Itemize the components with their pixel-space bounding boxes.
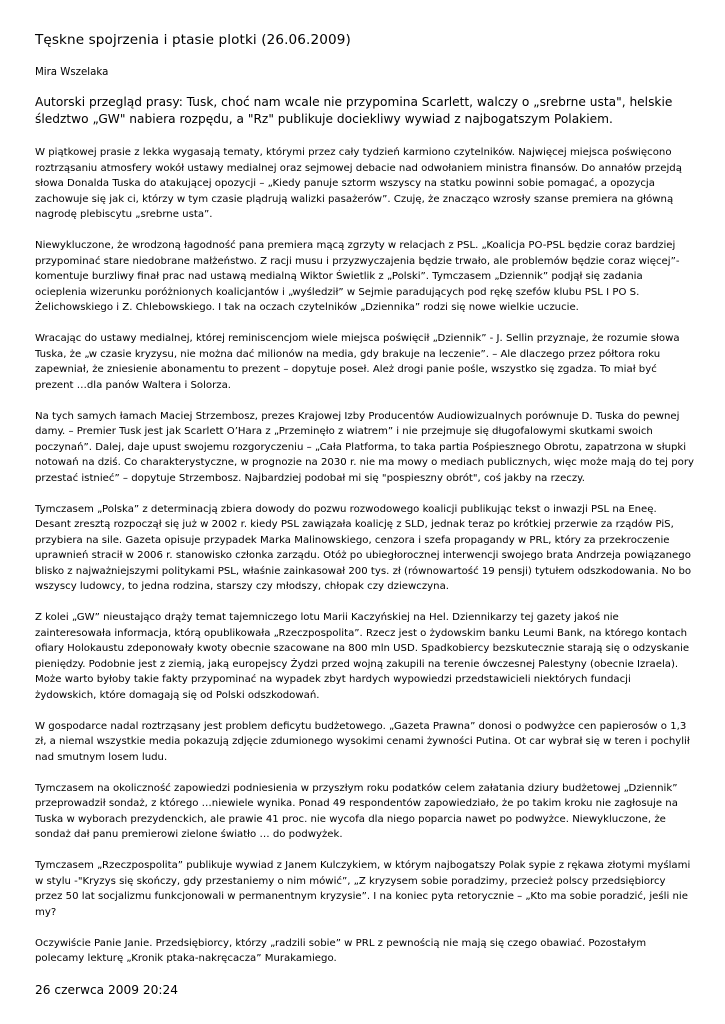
article-paragraph: Z kolei „GW” nieustająco drąży temat tajemniczego lotu Marii Kaczyńskiej na Hel. Dziennikarzy tej gazety jakoś nie zainteresowała informacja, którą opublikowała „Rzeczpospolita”. Rzecz jest o żydowskim banku Leumi Bank, na którego kontach ofiary Holokaustu zdeponowały kwoty obecnie szacowane na 800 mln USD. Spadkobiercy bezskutecznie starają się o odzyskanie pieniędzy. Podobnie jest z ziemią, jaką europejscy Żydzi przed wojną zakupili na terenie ówczesnej Palestyny (obecnie Izraela). Może warto byłoby takie fakty przypominać na wypadek zbyt hardych wypowiedzi przedstawicieli niektórych fundacji żydowskich, które domagają się od Polski odszkodowań.: [35, 612, 690, 701]
article-paragraph: Tymczasem „Rzeczpospolita” publikuje wywiad z Janem Kulczykiem, w którym najbogatszy Polak sypie z rękawa złotymi myślami w stylu -"Kryzys się skończy, gdy przestaniemy o nim mówić”, „Z kryzysem sobie poradzimy, przecież polscy przedsiębiorcy przez 50 lat socjalizmu funkcjonowali w permanentnym kryzysie”. I na koniec pyta retorycznie – „Kto ma sobie poradzić, jeśli nie my?: [35, 860, 691, 918]
article-paragraph: Tymczasem „Polska” z determinacją zbiera dowody do pozwu rozwodowego koalicji publikując tekst o inwazji PSL na Eneę. Desant zresztą rozpoczął się już w 2002 r. kiedy PSL zawiązała koalicję z SLD, jednak teraz po krótkiej przerwie za rządów PiS, przybiera na sile. Gazeta opisuje przypadek Marka Malinowskiego, cenzora i szefa propagandy w PRL, który za przekroczenie uprawnień stracił w 2006 r. stanowisko członka zarządu. Otóż po ubiegłorocznej interwencji swojego brata Andrzeja powiązanego blisko z najważniejszymi politykami PSL, właśnie zainkasował 200 tys. zł (równowartość 19 pensji) tytułem odszkodowania. No bo wszyscy ludowcy, to jedna rodzina, starszy czy młodszy, chłopak czy dziewczyna.: [35, 503, 692, 592]
article-paragraph: Na tych samych łamach Maciej Strzembosz, prezes Krajowej Izby Producentów Audiowizualnych porównuje D. Tuska do pewnej damy. – Premier Tusk jest jak Scarlett O’Hara z „Przeminęło z wiatrem” i nie przejmuje się długofalowymi skutkami swoich poczynań”. Dalej, daje upust swojemu rozgoryczeniu – „Cała Platforma, to taka partia Pośpiesznego Obrotu, zapatrzona w słupki notowań na dziś. Co charakterystyczne, w prognozie na 2030 r. nie ma mowy o mediach publicznych, więc może mają do tej pory przestać istnieć” – dopytuje Strzembosz. Najbardziej podobał mi się "pospieszny obrót", coś jakby na rzeczy.: [35, 410, 694, 484]
article-date: 26 czerwca 2009 20:24: [35, 983, 179, 997]
article-paragraph: Wracając do ustawy medialnej, której reminiscencjom wiele miejsca poświęcił „Dziennik” - J. Sellin przyznaje, że rozumie słowa Tuska, że „w czasie kryzysu, nie można dać milionów na media, gdy brakuje na leczenie”. – Ale dlaczego przez półtora roku zapewniał, że zniesienie abonamentu to prezent – dopytuje poseł. Ależ drogi panie pośle, wszystko się zgadza. To miał być prezent …dla panów Waltera i Solorza.: [35, 333, 680, 391]
article-lead: Autorski przegląd prasy: Tusk, choć nam wcale nie przypomina Scarlett, walczy o „srebrne usta", helskie śledztwo „GW" nabiera rozpędu, a "Rz" publikuje dociekliwy wywiad z najbogatszym Polakiem.: [35, 95, 673, 126]
article: [35, 30, 695, 999]
article-author: Mira Wszelaka: [35, 67, 109, 78]
article-paragraph: Niewykluczone, że wrodzoną łagodność pana premiera mącą zgrzyty w relacjach z PSL. „Koalicja PO-PSL będzie coraz bardziej przypominać stare niedobrane małżeństwo. Z racji musu i przyzwyczajenia będzie trwało, ale problemów będzie coraz więcej”- komentuje burzliwy finał prac nad ustawą medialną Wiktor Świetlik z „Polski”. Tymczasem „Dziennik” podjął się zadania ocieplenia wizerunku poróżnionych koalicjantów i „wyśledził” w Sejmie paradujących pod rękę szefów klubu PSL I PO S. Żelichowskiego i Z. Chlebowskiego. I tak na oczach czytelników „Dziennika” rodzi się nowe wielkie uczucie.: [35, 240, 680, 313]
article-paragraph: W gospodarce nadal roztrząsany jest problem deficytu budżetowego. „Gazeta Prawna” donosi o podwyżce cen papierosów o 1,3 zł, a niemal wszystkie media pokazują zdjęcie zdumionego wysokimi cenami żywności Putina. Ot car wybrał się w teren i pochylił nad smutnym losem ludu.: [35, 720, 690, 763]
article-paragraph: W piątkowej prasie z lekka wygasają tematy, którymi przez cały tydzień karmiono czytelników. Najwięcej miejsca poświęcono roztrząsaniu atmosfery wokół ustawy medialnej oraz sejmowej debacie nad odwołaniem ministra finansów. Do annałów przejdą słowa Donalda Tuska do atakującej opozycji – „Kiedy panuje sztorm wszyscy na statku powinni sobie pomagać, a opozycja zachowuje się jak ci, którzy w tym czasie plądrują walizki pasażerów”. Czuję, że znacząco wzrosły szanse premiera na główną nagrodę plebiscytu „srebrne usta”.: [35, 147, 682, 220]
article-paragraph: Oczywiście Panie Janie. Przedsiębiorcy, którzy „radzili sobie” w PRL z pewnością nie mają się czego obawiać. Pozostałym polecamy lekturę „Kronik ptaka-nakręcacza” Murakamiego.: [35, 937, 647, 964]
article-title: Tęskne spojrzenia i ptasie plotki (26.06.2009): [35, 32, 351, 48]
article-paragraph: Tymczasem na okoliczność zapowiedzi podniesienia w przyszłym roku podatków celem załatania dziury budżetowej „Dziennik” przeprowadził sondaż, z którego …niewiele wynika. Ponad 49 respondentów zapowiedziało, że po takim kroku nie zagłosuje na Tuska w wyborach prezydenckich, ale prawie 41 proc. nie wycofa dla niego poparcia nawet po podwyżce. Niewykluczone, że sondaż dał panu premierowi zielone światło … do podwyżek.: [35, 782, 678, 840]
